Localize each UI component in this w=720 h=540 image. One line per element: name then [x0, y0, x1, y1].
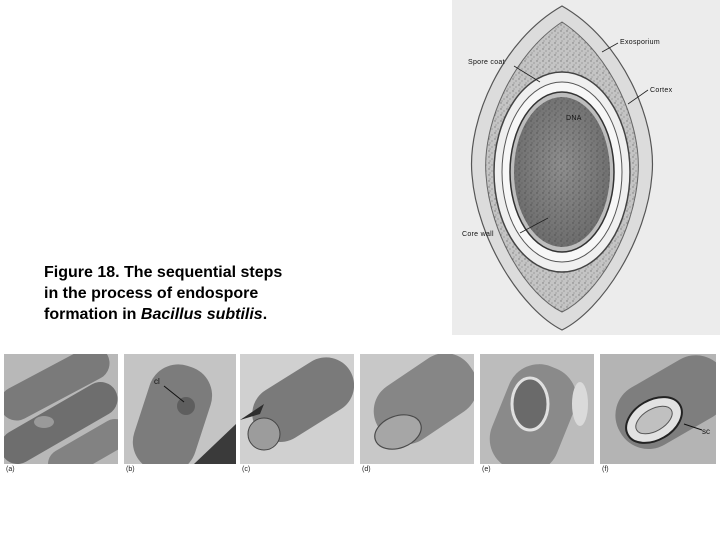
caption-line-2: in the process of endospore: [44, 285, 259, 302]
micrograph-b-svg: [124, 354, 236, 464]
caption-species: Bacillus subtilis: [140, 306, 263, 323]
micrograph-f-svg: [600, 354, 716, 464]
figure-caption: [44, 262, 334, 325]
panel-label-a: (a): [6, 466, 15, 473]
micrograph-c-svg: [240, 354, 354, 464]
panel-label-e: (e): [482, 466, 491, 473]
label-dna: DNA: [566, 115, 582, 122]
panel-label-b: (b): [126, 466, 135, 473]
neighbor-cell-e: [572, 382, 588, 426]
annotation-cl: cl: [154, 377, 160, 386]
spore-structure-diagram: [452, 0, 720, 335]
forespore-septum-b: [177, 397, 195, 415]
panel-label-d: (d): [362, 466, 371, 473]
label-cortex: Cortex: [650, 87, 673, 94]
label-exosporium: Exosporium: [620, 39, 660, 46]
micrograph-panel-a: [4, 354, 118, 464]
caption-line-3-prefix: formation in: [44, 306, 141, 323]
engulfed-forespore-c: [248, 418, 280, 450]
micrograph-d-svg: [360, 354, 474, 464]
caption-line-3: [44, 304, 334, 325]
spore-core-texture: [514, 97, 610, 247]
micrograph-panel-f: [600, 354, 716, 464]
panel-label-c: (c): [242, 466, 251, 473]
label-core-wall: Core wall: [462, 231, 494, 238]
micrograph-a-svg: [4, 354, 118, 464]
label-spore-coat: Spore coat: [468, 59, 505, 66]
caption-line-3-suffix: .: [262, 306, 268, 323]
micrograph-panel-b: [124, 354, 236, 464]
rod-cell-a-nucleoid: [34, 416, 54, 428]
micrograph-strip: [4, 354, 716, 479]
panel-label-f: (f): [602, 466, 609, 473]
micrograph-panel-d: [360, 354, 474, 464]
spore-diagram-svg: [452, 0, 720, 335]
micrograph-panel-c: [240, 354, 354, 464]
annotation-sc: sc: [702, 427, 710, 436]
micrograph-e-svg: [480, 354, 594, 464]
caption-line-1: Figure 18. The sequential steps: [44, 264, 283, 281]
maturing-spore-e: [512, 378, 548, 430]
micrograph-panel-e: [480, 354, 594, 464]
